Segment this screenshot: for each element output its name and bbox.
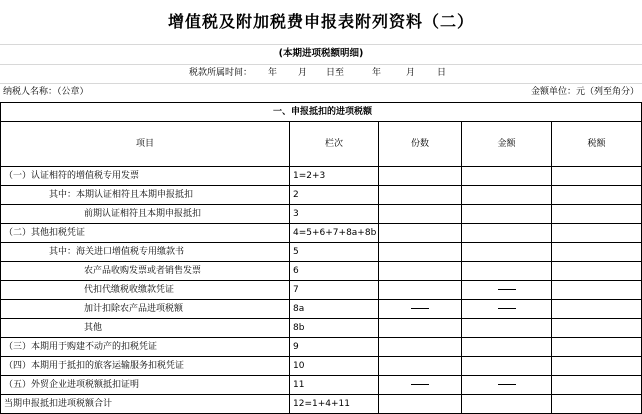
row-label: 当期申报抵扣进项税额合计 (1, 395, 290, 414)
amount-cell[interactable] (462, 243, 552, 262)
row-line: 1=2+3 (290, 167, 379, 186)
table-row (1, 357, 642, 376)
table-row (1, 338, 642, 357)
tax-cell[interactable] (552, 319, 642, 338)
row-line: 6 (290, 262, 379, 281)
table-row (1, 300, 642, 319)
row-label: 其中：海关进口增值税专用缴款书 (1, 243, 290, 262)
copies-cell[interactable] (379, 357, 462, 376)
row-label: （一）认证相符的增值税专用发票 (1, 167, 290, 186)
tax-cell[interactable] (552, 357, 642, 376)
copies-cell[interactable] (379, 186, 462, 205)
copies-cell[interactable] (379, 262, 462, 281)
tax-cell[interactable] (552, 338, 642, 357)
table-row (1, 243, 642, 262)
amount-cell-disabled (462, 300, 552, 319)
header-amount: 金额 (462, 122, 552, 167)
table-row (1, 224, 642, 243)
row-label: 前期认证相符且本期申报抵扣 (1, 205, 290, 224)
copies-cell[interactable] (379, 167, 462, 186)
period-month-end: 月 (406, 68, 416, 78)
tax-cell[interactable] (552, 243, 642, 262)
copies-cell[interactable] (379, 224, 462, 243)
tax-cell[interactable] (552, 205, 642, 224)
form-subtitle: (本期进项税额明细) (0, 44, 642, 65)
amount-cell[interactable] (462, 186, 552, 205)
period-year-start: 年 (268, 68, 278, 78)
row-line: 10 (290, 357, 379, 376)
row-label: （三）本期用于购建不动产的扣税凭证 (1, 338, 290, 357)
tax-cell[interactable] (552, 167, 642, 186)
amount-cell[interactable] (462, 167, 552, 186)
dash-mark (498, 308, 516, 309)
section-title: 一、申报抵扣的进项税额 (1, 103, 642, 122)
row-label: 其他 (1, 319, 290, 338)
row-label: 其中：本期认证相符且本期申报抵扣 (1, 186, 290, 205)
dash-mark (411, 384, 429, 385)
dash-mark (411, 308, 429, 309)
amount-cell[interactable] (462, 357, 552, 376)
info-row (0, 83, 642, 102)
row-line: 8a (290, 300, 379, 319)
table-row (1, 186, 642, 205)
table-row (1, 262, 642, 281)
row-line: 9 (290, 338, 379, 357)
amount-cell[interactable] (462, 224, 552, 243)
tax-cell[interactable] (552, 262, 642, 281)
row-line: 3 (290, 205, 379, 224)
taxpayer-name-label: 纳税人名称：（公章） (3, 87, 89, 97)
row-label: 代扣代缴税收缴款凭证 (1, 281, 290, 300)
amount-cell[interactable] (462, 395, 552, 414)
tax-cell[interactable] (552, 395, 642, 414)
amount-cell-disabled (462, 376, 552, 395)
row-line: 11 (290, 376, 379, 395)
amount-cell[interactable] (462, 262, 552, 281)
amount-unit-label: 金额单位：元（列至角分） (530, 87, 639, 97)
row-line: 8b (290, 319, 379, 338)
row-line: 7 (290, 281, 379, 300)
header-tax: 税额 (552, 122, 642, 167)
row-line: 2 (290, 186, 379, 205)
amount-cell[interactable] (462, 205, 552, 224)
tax-cell[interactable] (552, 224, 642, 243)
copies-cell-disabled (379, 300, 462, 319)
period-month-start: 月 (298, 68, 308, 78)
header-line: 栏次 (290, 122, 379, 167)
tax-period-row (0, 64, 642, 84)
tax-cell[interactable] (552, 186, 642, 205)
input-tax-table (0, 102, 642, 414)
table-row (1, 205, 642, 224)
period-label: 税款所属时间： (189, 68, 253, 78)
copies-cell[interactable] (379, 395, 462, 414)
row-line: 5 (290, 243, 379, 262)
header-item: 项目 (1, 122, 290, 167)
period-year-end: 年 (372, 68, 382, 78)
table-row-total (1, 395, 642, 414)
header-row (1, 122, 642, 167)
row-label: 农产品收购发票或者销售发票 (1, 262, 290, 281)
row-label: （五）外贸企业进项税额抵扣证明 (1, 376, 290, 395)
copies-cell[interactable] (379, 243, 462, 262)
amount-cell-disabled (462, 281, 552, 300)
amount-cell[interactable] (462, 319, 552, 338)
tax-cell[interactable] (552, 281, 642, 300)
table-row (1, 376, 642, 395)
row-label: （四）本期用于抵扣的旅客运输服务扣税凭证 (1, 357, 290, 376)
header-copies: 份数 (379, 122, 462, 167)
table-row (1, 281, 642, 300)
tax-cell[interactable] (552, 376, 642, 395)
copies-cell-disabled (379, 376, 462, 395)
copies-cell[interactable] (379, 281, 462, 300)
dash-mark (498, 289, 516, 290)
period-day-to: 日至 (326, 68, 345, 78)
table-row (1, 167, 642, 186)
copies-cell[interactable] (379, 319, 462, 338)
form-title: 增值税及附加税费申报表附列资料（二） (0, 0, 642, 45)
table-row (1, 319, 642, 338)
amount-cell[interactable] (462, 338, 552, 357)
copies-cell[interactable] (379, 338, 462, 357)
row-line: 4=5+6+7+8a+8b (290, 224, 379, 243)
period-day-end: 日 (437, 68, 447, 78)
row-label: 加计扣除农产品进项税额 (1, 300, 290, 319)
tax-cell[interactable] (552, 300, 642, 319)
row-line: 12=1+4+11 (290, 395, 379, 414)
row-label: （二）其他扣税凭证 (1, 224, 290, 243)
dash-mark (498, 384, 516, 385)
copies-cell[interactable] (379, 205, 462, 224)
